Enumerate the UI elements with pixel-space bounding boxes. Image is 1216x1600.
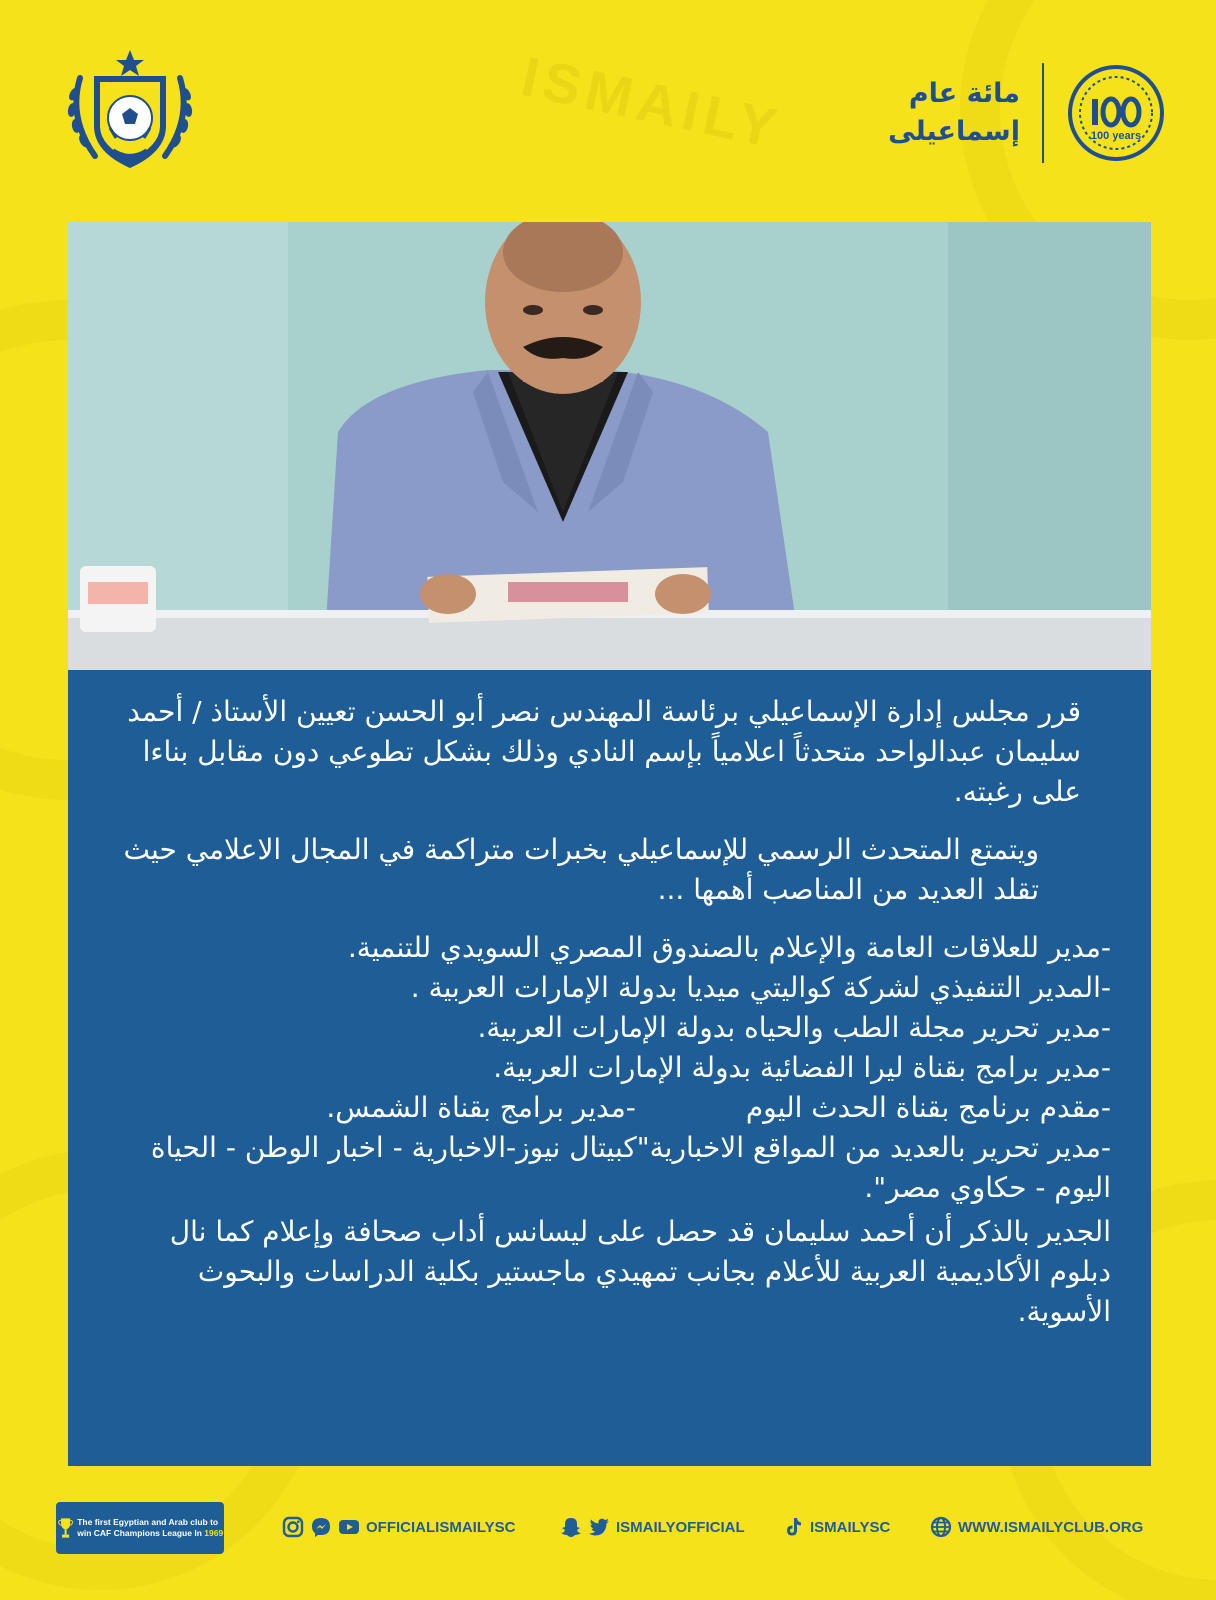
list-item: -مدير برامج بقناة ليرا الفضائية بدولة الإمارات العربية. <box>493 1051 1111 1084</box>
centenary-badge-icon <box>1066 63 1166 163</box>
social-handle-group-3[interactable] <box>782 1516 890 1538</box>
caf-achievement-badge <box>56 1502 224 1554</box>
snapchat-icon[interactable] <box>560 1516 582 1538</box>
club-crest-icon <box>60 48 200 178</box>
footer <box>0 1500 1216 1564</box>
article-paragraph-1: قرر مجلس إدارة الإسماعيلي برئاسة المهندس نصر أبو الحسن تعيين الأستاذ / أحمد سليمان عبدالواحد متحدثاً اعلامياً بإسم النادي وذلك بشكل تطوعي دون مقابل بناءا على رغبته. <box>127 695 1081 808</box>
website-url[interactable]: WWW.ISMAILYCLUB.ORG <box>958 1518 1144 1536</box>
centenary-header <box>888 58 1166 168</box>
handle-ismaily-official[interactable]: ISMAILYOFFICIAL <box>616 1518 745 1536</box>
centenary-title <box>888 75 1020 151</box>
list-item <box>108 1088 1111 1128</box>
caf-year: 1969 <box>204 1528 224 1538</box>
trophy-icon <box>58 1505 73 1551</box>
handle-ismaily-sc[interactable]: ISMAILYSC <box>810 1518 891 1536</box>
list-item: -مدير تحرير مجلة الطب والحياه بدولة الإمارات العربية. <box>477 1011 1111 1044</box>
globe-icon[interactable] <box>930 1516 952 1538</box>
spokesperson-photo <box>68 222 1151 670</box>
social-handle-group-1[interactable] <box>282 1516 515 1538</box>
messenger-icon[interactable] <box>310 1516 332 1538</box>
article-text <box>108 692 1111 1332</box>
tiktok-icon[interactable] <box>782 1516 804 1538</box>
youtube-icon[interactable] <box>338 1516 360 1538</box>
centenary-badge-label: 100 years <box>1090 130 1142 142</box>
background-watermark: ISMAILY <box>516 44 788 161</box>
list-item-part-a: -مقدم برنامج بقناة الحدث اليوم <box>745 1091 1111 1124</box>
handle-official-ismaily-sc[interactable]: OFFICIALISMAILYSC <box>366 1518 516 1536</box>
article-closing: الجدير بالذكر أن أحمد سليمان قد حصل على ليسانس أداب صحافة وإعلام كما نال دبلوم الأكاديمية العربية للأعلام بجانب تمهيدي ماجستير بكلية الدراسات والبحوث الأسوية. <box>169 1215 1111 1328</box>
twitter-icon[interactable] <box>588 1516 610 1538</box>
caf-achievement-text: The first Egyptian and Arab club to win CAF Champions League In 1969 <box>77 1517 224 1538</box>
article-paragraph-2: ويتمتع المتحدث الرسمي للإسماعيلي بخبرات متراكمة في المجال الاعلامي حيث تقلد العديد من المناصب أهمها ... <box>123 833 1039 906</box>
centenary-line-1: مائة عام <box>908 78 1020 109</box>
list-item-part-b: -مدير برامج بقناة الشمس. <box>326 1091 636 1124</box>
website-link[interactable] <box>930 1516 1143 1538</box>
centenary-line-2: إسماعيلى <box>888 116 1020 147</box>
header-divider <box>1042 63 1044 163</box>
list-item: -مدير للعلاقات العامة والإعلام بالصندوق المصري السويدي للتنمية. <box>347 931 1111 964</box>
positions-list <box>108 928 1111 1208</box>
list-item: -المدير التنفيذي لشركة كواليتي ميديا بدولة الإمارات العربية . <box>410 971 1111 1004</box>
instagram-icon[interactable] <box>282 1516 304 1538</box>
social-handle-group-2[interactable] <box>560 1516 745 1538</box>
list-item: -مدير تحرير بالعديد من المواقع الاخبارية"كبيتال نيوز-الاخبارية - اخبار الوطن - الحياة اليوم - حكاوي مصر". <box>150 1131 1111 1204</box>
article-panel <box>68 670 1151 1466</box>
